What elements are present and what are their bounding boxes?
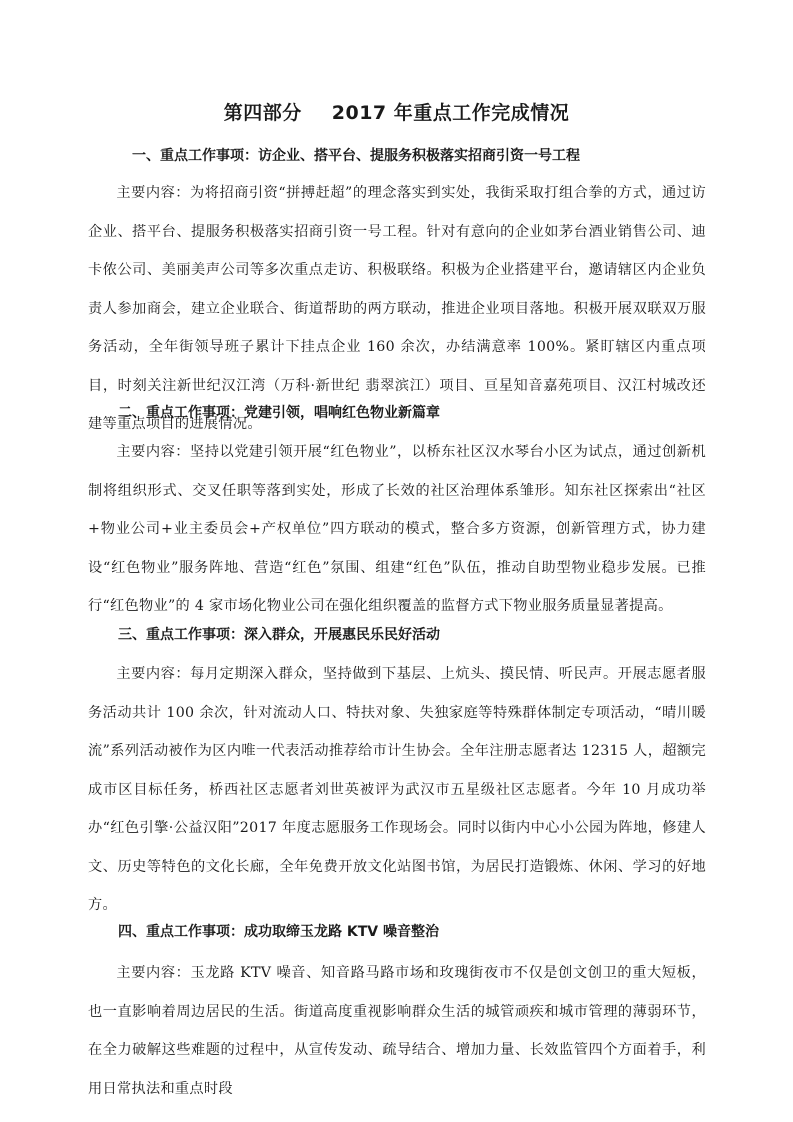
page-title <box>0 98 793 128</box>
section-body-3: 主要内容：每月定期深入群众，坚持做到下基层、上炕头、摸民情、听民声。开展志愿者服务活动共计 100 余次，针对流动人口、特扶对象、失独家庭等特殊群体制定专项活动，“晴川暖流”系列活动被作为区内唯一代表活动推荐给市计生协会。全年注册志愿者达 12315 人，超额完成市区目标任务，桥西社区志愿者刘世英被评为武汉市五星级社区志愿者。今年 10 月成功举办“红色引擎·公益汉阳”2017 年度志愿服务工作现场会。同时以街内中心小公园为阵地，修建人文、历史等特色的文化长廊，全年免费开放文化站图书馆，为居民打造锻炼、休闲、学习的好地方。 <box>88 666 706 913</box>
section-heading-3: 三、重点工作事项：深入群众，开展惠民乐民好活动 <box>118 627 440 643</box>
section-heading-2: 二、重点工作事项：党建引领，唱响红色物业新篇章 <box>118 405 440 421</box>
section-body-4: 主要内容：玉龙路 KTV 噪音、知音路马路市场和玫瑰街夜市不仅是创文创卫的重大短板，也一直影响着周边居民的生活。街道高度重视影响群众生活的城管顽疾和城市管理的薄弱环节，在全力破解这些难题的过程中，从宣传发动、疏导结合、增加力量、长效监管四个方面着手，利用日常执法和重点时段 <box>88 965 706 1097</box>
section-body-2: 主要内容：坚持以党建引领开展“红色物业”，以桥东社区汉水琴台小区为试点，通过创新机制将组织形式、交叉任职等落到实处，形成了长效的社区治理体系雏形。知东社区探索出“社区+物业公司+业主委员会+产权单位”四方联动的模式，整合多方资源，创新管理方式，协力建设“红色物业”服务阵地、营造“红色”氛围、组建“红色”队伍，推动自助型物业稳步发展。已推行“红色物业”的 4 家市场化物业公司在强化组织覆盖的监督方式下物业服务质量显著提高。 <box>88 444 706 614</box>
title-text: 2017 年重点工作完成情况 <box>331 102 570 124</box>
section-body-1: 主要内容：为将招商引资“拼搏赶超”的理念落实到实处，我街采取打组合拳的方式，通过访企业、搭平台、提服务积极落实招商引资一号工程。针对有意向的企业如茅台酒业销售公司、迪卡侬公司、美丽美声公司等多次重点走访、积极联络。积极为企业搭建平台，邀请辖区内企业负责人参加商会，建立企业联合、街道帮助的两方联动，推进企业项目落地。积极开展双联双万服务活动，全年街领导班子累计下挂点企业 160 余次，办结满意率 100%。紧盯辖区内重点项目，时刻关注新世纪汉江湾（万科·新世纪 翡翠滨江）项目、亘星知音嘉苑项目、汉江村城改还建等重点项目的进展情况。 <box>88 185 706 432</box>
title-part: 第四部分 <box>223 102 302 124</box>
section-heading-4: 四、重点工作事项：成功取缔玉龙路 KTV 噪音整治 <box>118 924 439 940</box>
section-heading-1: 一、重点工作事项：访企业、搭平台、提服务积极落实招商引资一号工程 <box>132 148 580 164</box>
